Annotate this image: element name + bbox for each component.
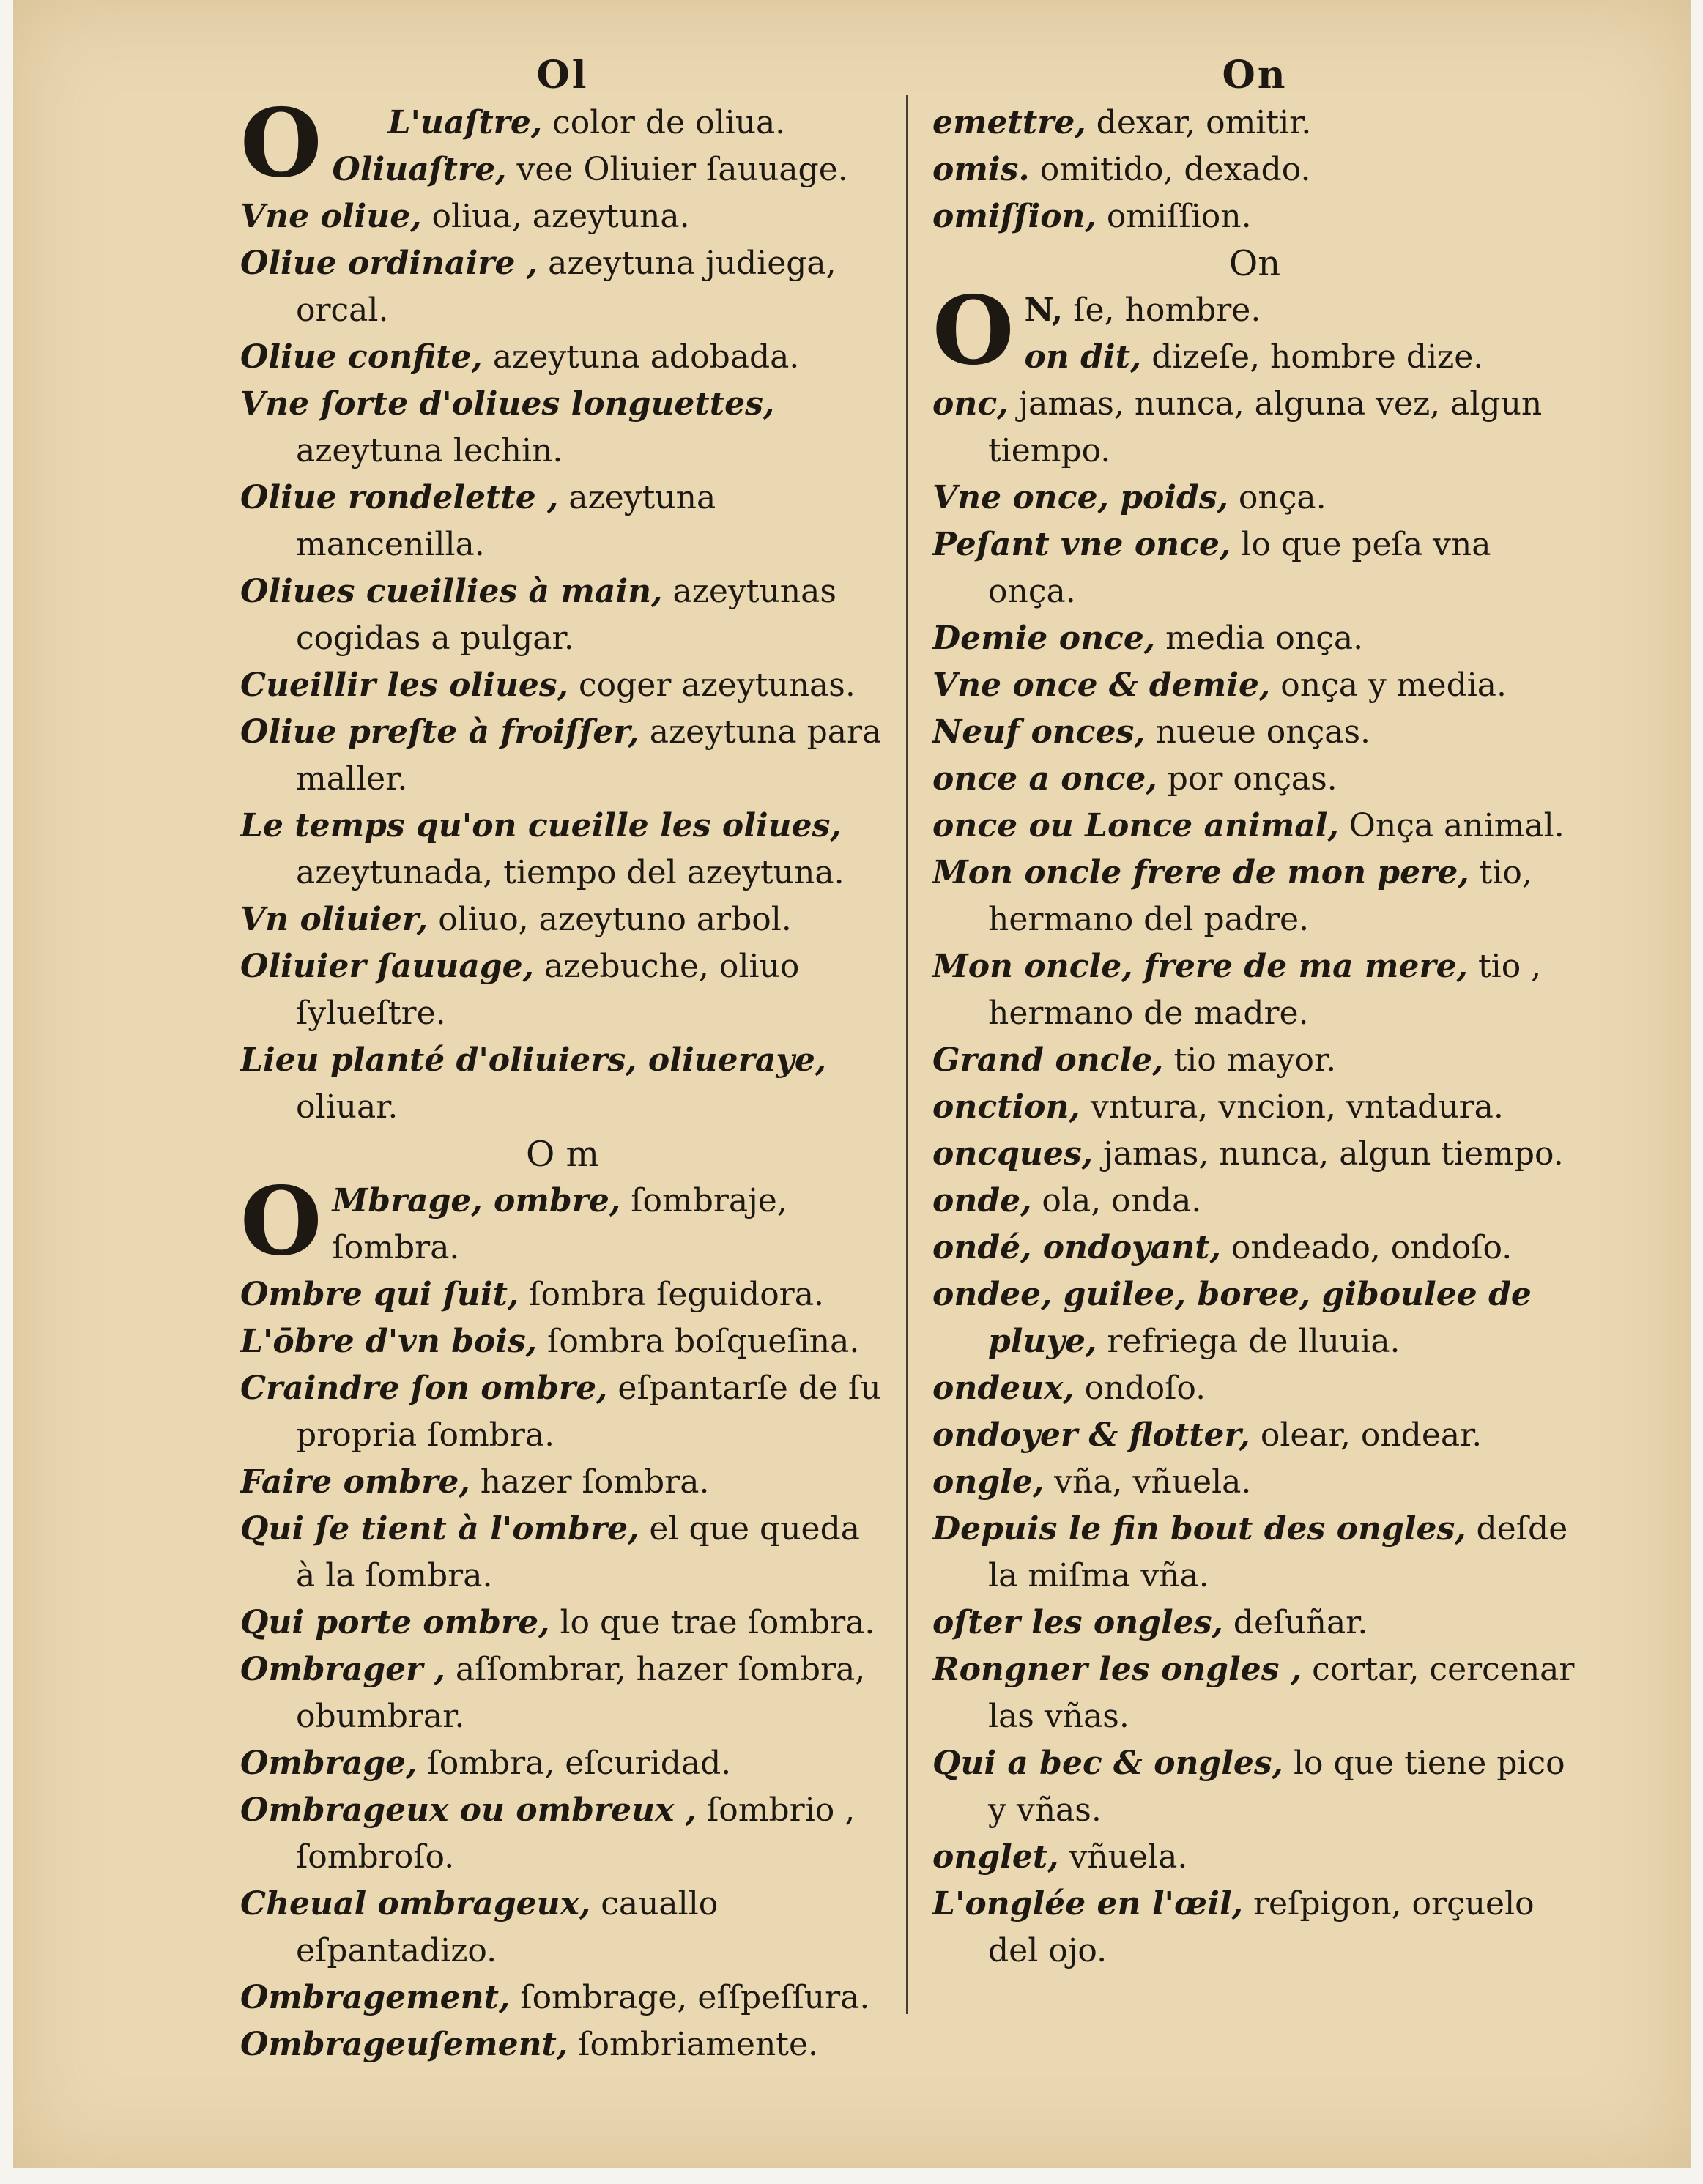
dictionary-page [13,0,1691,2168]
entry-list [932,100,1577,240]
drop-cap: O [240,89,322,198]
definition: vntura, vncion, vntadura. [1080,1088,1504,1126]
dictionary-entry [240,943,885,1037]
dictionary-entry [932,100,1577,146]
dictionary-entry [932,1271,1577,1365]
headword: Oliues cueillies à main, [240,573,663,610]
definition: eſpantarſe de ſu propria ſombra. [296,1370,881,1454]
headword: ondee, guilee, boree, giboulee de pluye, [932,1276,1532,1360]
definition: dexar, omitir. [1086,104,1312,141]
definition: lo que trae ſombra. [549,1604,875,1641]
definition: tio , hermano de madre. [988,948,1542,1032]
definition: ſombraje, ſombra. [332,1182,787,1266]
definition: azeytunada, tiempo del azeytuna. [296,854,845,891]
definition: ſombra ſeguidora. [519,1276,824,1313]
entry [240,1167,885,1277]
dictionary-entry [932,1225,1577,1271]
definition: cortar, cercenar las vñas. [988,1651,1575,1735]
dictionary-entry [240,896,885,943]
dictionary-entry [932,850,1577,943]
headword: Oliuier ſauuage, [240,948,534,985]
dictionary-entry [240,240,885,334]
headword: onction, [932,1088,1080,1126]
headword: Vne oliue, [240,198,422,235]
dictionary-entry [240,662,885,709]
definition: ſombriamente. [568,2026,818,2063]
headword: Qui ſe tient à l'ombre, [240,1510,639,1548]
entry-block-on [932,276,1577,386]
headword: Peſant vne once, [932,526,1231,563]
entry [932,334,1577,381]
headword: Cueillir les oliues, [240,666,569,704]
headword: Vn oliuier, [240,901,428,938]
column-divider [906,95,908,2014]
headword: omis. [932,151,1030,188]
definition: ſombra, eſcuridad. [417,1745,732,1782]
dictionary-entry [240,2021,885,2068]
definition: vñuela. [1058,1838,1188,1876]
dictionary-entry [240,1318,885,1365]
headword: Faire ombre, [240,1463,470,1501]
headword: Oliue preſte à froiſſer, [240,713,639,751]
headword: Craindre ſon ombre, [240,1370,608,1407]
entry [932,287,1577,334]
definition: ſombrio , ſombroſo. [296,1791,856,1876]
dictionary-entry [932,475,1577,521]
headword: Depuis le fin bout des ongles, [932,1510,1466,1548]
entry-block-ol [240,89,885,198]
definition: jamas, nunca, algun tiempo. [1092,1135,1564,1173]
definition: aſſombrar, hazer ſombra, obumbrar. [296,1651,866,1735]
entry-block-om [240,1167,885,1277]
headword: Cheual ombrageux, [240,1885,591,1923]
dictionary-entry [932,1600,1577,1646]
headword: Mon oncle, frere de ma mere, [932,948,1468,985]
dictionary-entry [932,1131,1577,1178]
dictionary-entry [932,803,1577,850]
headword: omiſſion, [932,198,1097,235]
headword: Neuf onces, [932,713,1146,751]
dictionary-entry [932,662,1577,709]
headword: Ombrageuſement, [240,2026,568,2063]
definition: lo que tiene pico y vñas. [988,1745,1565,1829]
definition: ondoſo. [1074,1370,1206,1407]
dictionary-entry [932,1084,1577,1131]
headword: once ou Lonce animal, [932,807,1339,844]
definition: azeytuna lechin. [296,432,563,469]
definition: omitido, dexado. [1029,151,1311,188]
dictionary-entry [932,709,1577,756]
headword: Ombre qui ſuit, [240,1276,519,1313]
dictionary-entry [932,1740,1577,1834]
definition: omiſſion. [1096,198,1252,235]
entry [240,100,885,146]
entry-list [932,381,1577,1975]
definition: vee Oliuier ſauuage. [516,151,848,188]
headword: Mbrage, ombre, [332,1182,621,1219]
definition: ondeado, ondoſo. [1220,1229,1513,1266]
headword: emettre, [932,104,1086,141]
headword: Ombrage, [240,1745,418,1782]
right-column [932,51,1577,1975]
section-heading-om: O m [525,1134,600,1175]
headword: onc, [932,385,1009,423]
definition: tio, hermano del padre. [988,854,1532,938]
entry-list [240,1271,885,2068]
dictionary-entry [240,1365,885,1459]
definition: olear, ondear. [1250,1416,1483,1454]
entry-list [240,193,885,1131]
definition: ſe, hombre. [1073,291,1261,329]
definition: azeytunas cogidas a pulgar. [296,573,836,657]
dictionary-entry [932,1646,1577,1740]
headword: onde, [932,1182,1032,1219]
definition: azeytuna para maller. [296,713,882,798]
definition: color de oliua. [552,104,786,141]
dictionary-entry [932,943,1577,1037]
dictionary-entry [240,1881,885,1975]
definition: Onça animal. [1338,807,1565,844]
dictionary-entry [240,709,885,803]
definition: refriega de lluuia. [1097,1323,1400,1360]
definition: vña, vñuela. [1044,1463,1252,1501]
definition: oliua, azeytuna. [421,198,690,235]
headword: Qui porte ombre, [240,1604,550,1641]
headword: Mon oncle frere de mon pere, [932,854,1469,891]
headword: ongle, [932,1463,1045,1501]
dictionary-entry [240,1787,885,1881]
headword: oncques, [932,1135,1093,1173]
dictionary-entry [240,1600,885,1646]
definition: hazer ſombra. [470,1463,710,1501]
dictionary-entry [240,568,885,662]
headword: Vne once, poids, [932,479,1228,516]
drop-cap: O [932,276,1014,386]
dictionary-entry [932,381,1577,475]
definition: coger azeytunas. [568,666,856,704]
definition: azebuche, oliuo ſylueſtre. [296,948,800,1032]
definition: nueue onças. [1145,713,1371,751]
dictionary-entry [240,1459,885,1506]
definition: ſombra boſqueſina. [537,1323,860,1360]
dictionary-entry [932,1365,1577,1412]
definition: por onças. [1157,760,1337,798]
definition: dizeſe, hombre dize. [1151,338,1484,376]
definition: oliuo, azeytuno arbol. [428,901,792,938]
dictionary-entry [932,146,1577,193]
dictionary-entry [932,193,1577,240]
dictionary-entry [240,803,885,896]
headword: Lieu planté d'oliuiers, oliueraye, [240,1041,827,1079]
headword: oſter les ongles, [932,1604,1223,1641]
definition: deſde la miſma vña. [988,1510,1568,1594]
dictionary-entry [932,756,1577,803]
headword: ondoyer & flotter, [932,1416,1250,1454]
left-column [240,51,885,2068]
definition: media onça. [1155,620,1364,657]
dictionary-entry [932,1506,1577,1600]
definition: ola, onda. [1031,1182,1202,1219]
drop-cap: O [240,1167,322,1277]
headword: Ombrager , [240,1651,445,1688]
dictionary-entry [932,1881,1577,1975]
dictionary-entry [240,1506,885,1600]
headword: once a once, [932,760,1157,798]
dictionary-entry [932,1178,1577,1225]
headword: Vne once & demie, [932,666,1271,704]
headword: Oliuaſtre, [332,151,507,188]
dictionary-entry [240,334,885,381]
section-heading-on: On [1228,243,1281,284]
dictionary-entry [932,521,1577,615]
dictionary-entry [240,193,885,240]
definition: jamas, nunca, alguna vez, algun tiempo. [988,385,1543,469]
headword: Qui a bec & ongles, [932,1745,1283,1782]
dictionary-entry [240,1975,885,2021]
definition: ſombrage, eſſpeſſura. [510,1979,870,2016]
dictionary-entry [240,381,885,475]
definition: oliuar. [296,1088,398,1126]
entry [240,146,885,193]
headword: Vne ſorte d'oliues longuettes, [240,385,775,423]
headword: Oliue confite, [240,338,483,376]
headword: L'ōbre d'vn bois, [240,1323,538,1360]
headword: N, [1024,291,1064,329]
headword: Grand oncle, [932,1041,1164,1079]
definition: reſpigon, orçuelo del ojo. [988,1885,1535,1969]
definition: tio mayor. [1163,1041,1337,1079]
headword: Rongner les ongles , [932,1651,1302,1688]
headword: ondeux, [932,1370,1075,1407]
definition: onça y media. [1270,666,1507,704]
headword: Ombrageux ou ombreux , [240,1791,697,1829]
headword: Oliue rondelette , [240,479,559,516]
dictionary-entry [932,1834,1577,1881]
definition: el que queda à la ſombra. [296,1510,860,1594]
headword: Le temps qu'on cueille les oliues, [240,807,842,844]
headword: Oliue ordinaire , [240,245,538,282]
definition: cauallo eſpantadizo. [296,1885,719,1969]
dictionary-entry [240,1646,885,1740]
definition: deſuñar. [1222,1604,1368,1641]
headword: L'onglée en l'œil, [932,1885,1243,1923]
dictionary-entry [932,1459,1577,1506]
dictionary-entry [240,1037,885,1131]
headword: on dit, [1024,338,1142,376]
headword: ondé, ondoyant, [932,1229,1221,1266]
headword: onglet, [932,1838,1059,1876]
headword: Ombragement, [240,1979,511,2016]
definition: azeytuna adobada. [482,338,800,376]
headword: L'uaſtre, [387,104,543,141]
definition: azeytuna judiega, orcal. [296,245,836,329]
definition: azeytuna mancenilla. [296,479,716,563]
dictionary-entry [932,1037,1577,1084]
dictionary-entry [932,1412,1577,1459]
running-head-left: Ol [536,53,589,97]
dictionary-entry [240,1271,885,1318]
headword: Demie once, [932,620,1156,657]
dictionary-entry [240,1740,885,1787]
definition: lo que peſa vna onça. [988,526,1491,610]
definition: onça. [1228,479,1327,516]
running-head-right: On [1222,53,1288,97]
dictionary-entry [240,475,885,568]
dictionary-entry [932,615,1577,662]
